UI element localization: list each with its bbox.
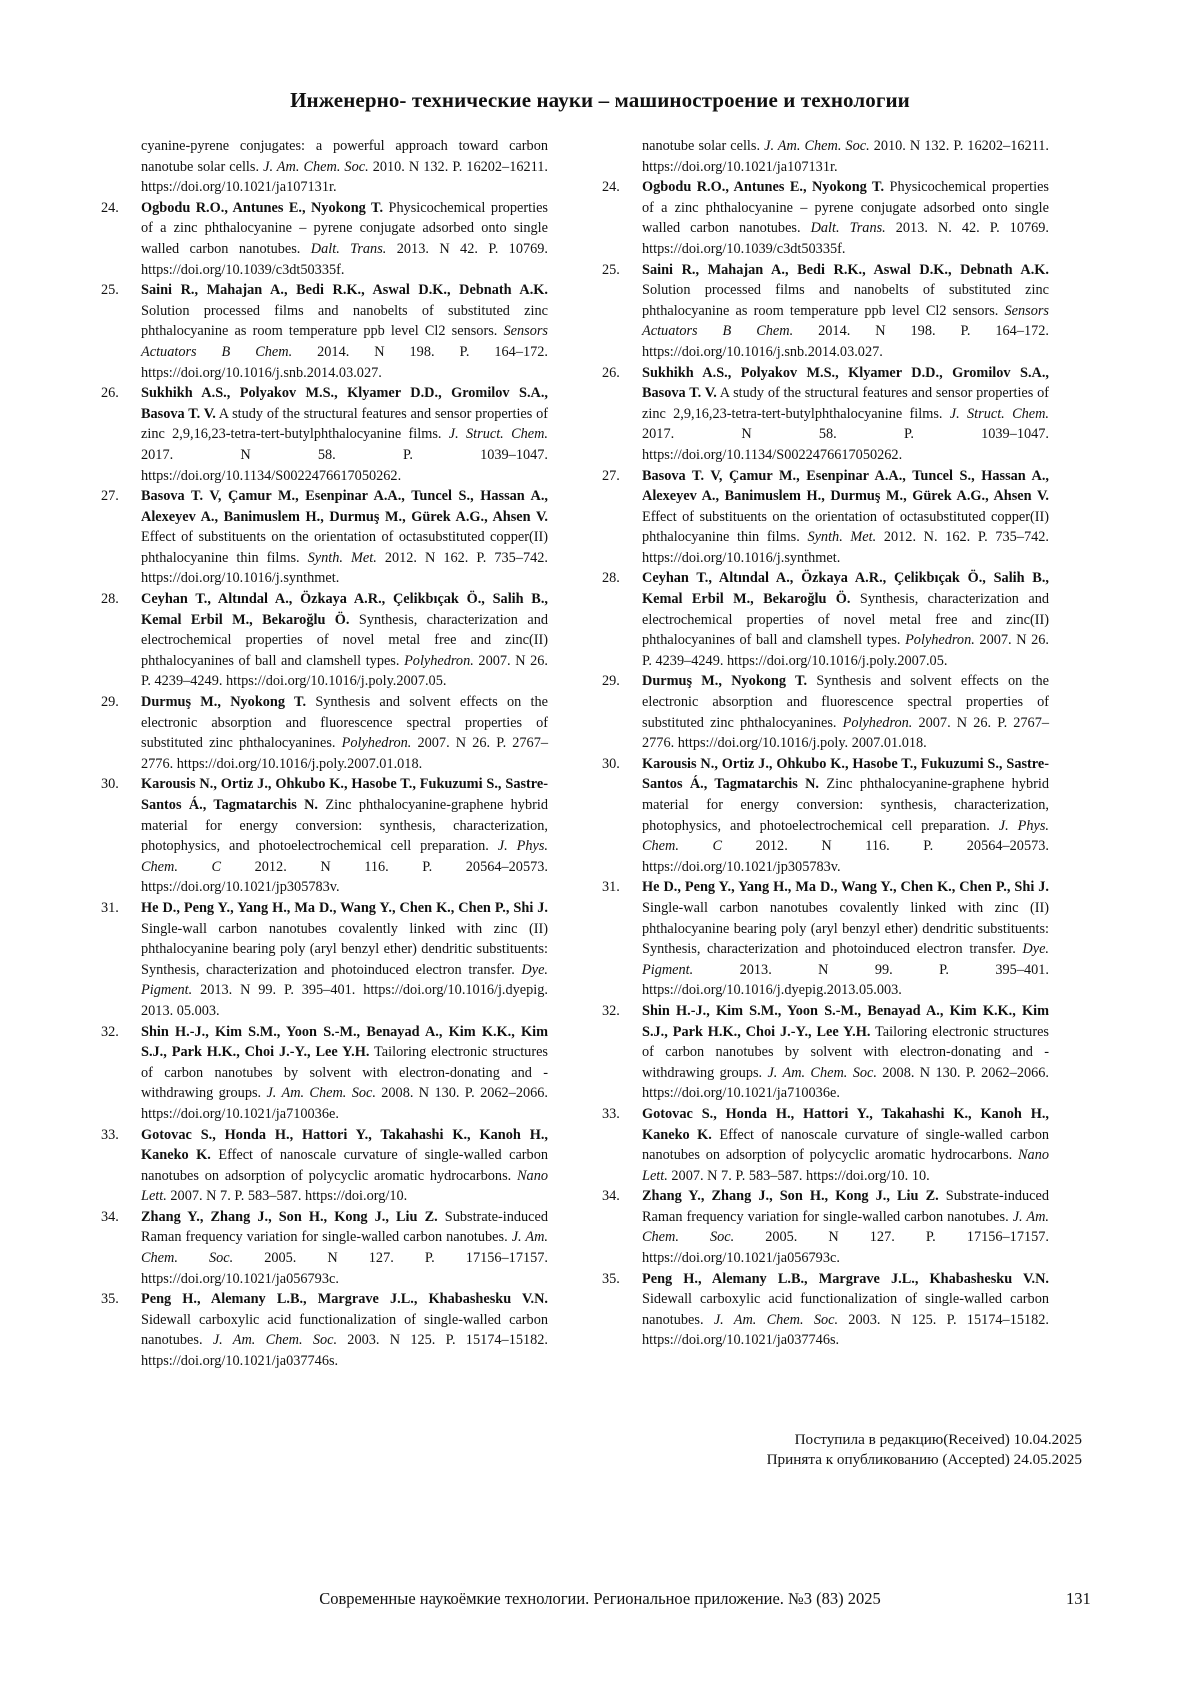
- received-date: Поступила в редакцию(Received) 10.04.2025: [794, 1431, 1082, 1448]
- reference-details: 2008. N 130. P. 2062–2066. https://doi.org/10.1021/ja710036e.: [642, 1064, 1049, 1102]
- reference-journal: Polyhedron.: [404, 652, 474, 669]
- reference-number: 24.: [602, 179, 620, 196]
- reference-journal: Dalt. Trans.: [310, 240, 387, 257]
- reference-number: 31.: [602, 879, 620, 896]
- reference-authors: He D., Peng Y., Yang H., Ma D., Wang Y., Chen K., Chen P., Shi J.: [642, 879, 1049, 896]
- accepted-date: Принята к опубликованию (Accepted) 24.05.2025: [766, 1451, 1082, 1468]
- reference-title: Effect of substituents on the orientation of octasubstituted copper(II) phthalocyanine thin films.: [642, 508, 1049, 546]
- reference-item: [98, 486, 548, 589]
- reference-authors: Saini R., Mahajan A., Bedi R.K., Aswal D.K., Debnath A.K.: [642, 261, 1049, 278]
- reference-number: 26.: [101, 385, 119, 402]
- reference-authors: Saini R., Mahajan A., Bedi R.K., Aswal D.K., Debnath A.K.: [141, 282, 548, 299]
- reference-authors: Karousis N., Ortiz J., Ohkubo K., Hasobe T., Fukuzumi S., Sastre-Santos Á., Tagmatarchis N.: [642, 755, 1049, 793]
- reference-title: Single-wall carbon nanotubes covalently linked with zinc (II) phthalocyanine bearing poly (aryl benzyl ether) dendritic substituents: Synthesis, characterization and photoinduced electron transfer.: [642, 899, 1049, 958]
- reference-number: 33.: [602, 1105, 620, 1122]
- reference-journal: Nano Lett.: [141, 1167, 548, 1205]
- reference-number: 30.: [602, 755, 620, 772]
- reference-details: 2003. N 125. P. 15174–15182. https://doi.org/10.1021/ja037746s.: [141, 1332, 549, 1370]
- reference-item: [599, 754, 1049, 878]
- reference-column-right: [599, 136, 1049, 1351]
- reference-details: 2017. N 58. P. 1039–1047. https://doi.org/10.1134/S0022476617050262.: [141, 446, 548, 484]
- reference-item: [599, 363, 1049, 466]
- reference-title: Substrate-induced Raman frequency variation for single-walled carbon nanotubes.: [642, 1188, 1049, 1225]
- reference-details: 2012. N 162. P. 735–742. https://doi.org/10.1016/j.synthmet.: [141, 549, 548, 587]
- reference-authors: Durmuş M., Nyokong T.: [141, 694, 307, 711]
- reference-journal: Polyhedron.: [905, 632, 975, 649]
- reference-journal: J. Phys. Chem. C: [141, 838, 548, 875]
- reference-authors: Peng H., Alemany L.B., Margrave J.L., Khabashesku V.N.: [141, 1291, 548, 1308]
- reference-journal: J. Am. Chem. Soc.: [141, 1229, 548, 1267]
- reference-item: [98, 1022, 548, 1125]
- reference-number: 26.: [602, 364, 620, 381]
- reference-authors: Basova T. V, Çamur M., Esenpinar A.A., Tuncel S., Hassan A., Alexeyev A., Banimuslem H., Durmuş M., Gürek A.G., Ahsen V.: [141, 488, 548, 525]
- reference-authors: Gotovac S., Honda H., Hattori Y., Takahashi K., Kanoh H., Kaneko K.: [642, 1105, 1049, 1143]
- reference-number: 27.: [602, 467, 620, 484]
- reference-journal: J. Am. Chem. Soc.: [642, 1208, 1049, 1246]
- reference-item: [599, 177, 1049, 259]
- reference-number: 27.: [101, 488, 119, 505]
- reference-details: 2005. N 127. P. 17156–17157. https://doi.org/10.1021/ja056793c.: [642, 1229, 1049, 1267]
- reference-item: [599, 1001, 1049, 1104]
- reference-item: [599, 877, 1049, 1001]
- reference-item: [98, 589, 548, 692]
- reference-details: 2008. N 130. P. 2062–2066. https://doi.org/10.1021/ja710036e.: [141, 1085, 548, 1122]
- reference-authors: Shin H.-J., Kim S.M., Yoon S.-M., Benayad A., Kim K.K., Kim S.J., Park H.K., Choi J.-Y., Lee Y.H.: [141, 1023, 548, 1061]
- reference-details: 2007. N 26. P. 4239–4249. https://doi.org/10.1016/j.poly.2007.05.: [642, 632, 1049, 669]
- reference-journal: Dye. Pigment.: [642, 941, 1049, 978]
- running-header: Инженерно- технические науки – машиностроение и технологии: [290, 88, 910, 112]
- reference-authors: Shin H.-J., Kim S.M., Yoon S.-M., Benayad A., Kim K.K., Kim S.J., Park H.K., Choi J.-Y., Lee Y.H.: [642, 1002, 1049, 1040]
- journal-footer: Современные наукоёмкие технологии. Региональное приложение. №3 (83) 2025: [319, 1589, 881, 1608]
- reference-continuation: cyanine-pyrene conjugates: a powerful approach toward carbon nanotube solar cells. J. Am. Chem. Soc. 2010. N 132. P. 16202–16211. https://doi.org/10.1021/ja107131r.: [141, 138, 548, 196]
- reference-authors: Zhang Y., Zhang J., Son H., Kong J., Liu Z.: [642, 1188, 939, 1205]
- reference-title: Solution processed films and nanobelts of substituted zinc phthalocyanine as room temperature ppb level Cl2 sensors.: [642, 282, 1049, 319]
- reference-details: 2007. N 26. P. 4239–4249. https://doi.org/10.1016/j.poly.2007.05.: [141, 652, 548, 690]
- reference-authors: Peng H., Alemany L.B., Margrave J.L., Khabashesku V.N.: [642, 1270, 1049, 1287]
- reference-details: 2012. N 116. P. 20564–20573. https://doi.org/10.1021/jp305783v.: [642, 838, 1049, 875]
- reference-number: 25.: [101, 282, 119, 299]
- reference-authors: Zhang Y., Zhang J., Son H., Kong J., Liu Z.: [141, 1208, 438, 1225]
- reference-details: 2007. N 7. P. 583–587. https://doi.org/10. 10.: [667, 1167, 930, 1184]
- reference-number: 28.: [602, 570, 620, 587]
- reference-item: [98, 198, 548, 280]
- reference-journal: J. Struct. Chem.: [448, 426, 548, 443]
- reference-authors: He D., Peng Y., Yang H., Ma D., Wang Y., Chen K., Chen P., Shi J.: [141, 899, 548, 916]
- reference-title: Synthesis and solvent effects on the electronic absorption and fluorescence spectral properties of substituted zinc phthalocyanines.: [141, 694, 548, 752]
- reference-item: [599, 1186, 1049, 1268]
- reference-title: Zinc phthalocyanine-graphene hybrid material for energy conversion: synthesis, characterization, photophysics, and photoelectrochemical cell preparation.: [642, 776, 1049, 834]
- reference-number: 24.: [101, 199, 119, 216]
- reference-details: 2013. N 99. P. 395–401. https://doi.org/10.1016/j.dyepig.2013.05.003.: [642, 961, 1049, 999]
- reference-number: 31.: [101, 899, 119, 916]
- reference-title: Solution processed films and nanobelts of substituted zinc phthalocyanine as room temperature ppb level Cl2 sensors.: [141, 302, 548, 340]
- reference-number: 30.: [101, 776, 119, 793]
- reference-journal: Polyhedron.: [842, 714, 913, 731]
- reference-details: 2007. N 7. P. 583–587. https://doi.org/10.: [166, 1188, 408, 1205]
- reference-details: 2007. N 26. P. 2767–2776. https://doi.org/10.1016/j.poly.2007.01.018.: [141, 735, 549, 772]
- reference-item: [98, 774, 548, 898]
- reference-title: Single-wall carbon nanotubes covalently linked with zinc (II) phthalocyanine bearing poly (aryl benzyl ether) dendritic substituents: Synthesis, characterization and photoinduced electron transfer.: [141, 920, 548, 978]
- reference-title: Synthesis, characterization and electrochemical properties of novel metal free and zinc(II) phthalocyanines of ball and clamshell types.: [642, 591, 1049, 649]
- reference-item: [98, 898, 548, 1022]
- reference-authors: Ogbodu R.O., Antunes E., Nyokong T.: [141, 199, 384, 216]
- reference-authors: Gotovac S., Honda H., Hattori Y., Takahashi K., Kanoh H., Kaneko K.: [141, 1126, 548, 1164]
- reference-item: [98, 1125, 548, 1207]
- reference-authors: Sukhikh A.S., Polyakov M.S., Klyamer D.D., Gromilov S.A., Basova T. V.: [141, 385, 548, 422]
- reference-details: 2005. N 127. P. 17156–17157. https://doi.org/10.1021/ja056793c.: [141, 1250, 548, 1287]
- reference-journal: J. Am. Chem. Soc.: [266, 1085, 376, 1102]
- reference-item: [98, 1289, 548, 1371]
- reference-details: 2014. N 198. P. 164–172. https://doi.org/10.1016/j.snb.2014.03.027.: [642, 323, 1049, 360]
- reference-title: Physicochemical properties of a zinc phthalocyanine – pyrene conjugate adsorbed onto single walled carbon nanotubes.: [642, 179, 1049, 237]
- reference-authors: Ogbodu R.O., Antunes E., Nyokong T.: [642, 179, 885, 196]
- reference-journal: Sensors Actuators B Chem.: [642, 302, 1049, 340]
- reference-details: 2012. N. 162. P. 735–742. https://doi.org/10.1016/j.synthmet.: [642, 529, 1049, 566]
- reference-authors: Basova T. V, Çamur M., Esenpinar A.A., Tuncel S., Hassan A., Alexeyev A., Banimuslem H., Durmuş M., Gürek A.G., Ahsen V.: [642, 467, 1049, 505]
- reference-number: 33.: [101, 1126, 119, 1143]
- reference-item: [98, 1207, 548, 1289]
- reference-journal: J. Struct. Chem.: [949, 405, 1049, 422]
- reference-title: Substrate-induced Raman frequency variation for single-walled carbon nanotubes.: [141, 1208, 548, 1246]
- reference-number: 34.: [101, 1208, 119, 1225]
- reference-details: 2007. N 26. P. 2767–2776. https://doi.org/10.1016/j.poly. 2007.01.018.: [642, 714, 1050, 752]
- reference-title: Sidewall carboxylic acid functionalization of single-walled carbon nanotubes.: [642, 1291, 1049, 1328]
- reference-journal: Nano Lett.: [642, 1147, 1049, 1184]
- reference-journal: J. Am. Chem. Soc.: [767, 1064, 877, 1081]
- reference-details: 2014. N 198. P. 164–172. https://doi.org/10.1016/j.snb.2014.03.027.: [141, 343, 548, 381]
- reference-details: 2013. N 42. P. 10769. https://doi.org/10.1039/c3dt50335f.: [141, 240, 548, 278]
- reference-title: A study of the structural features and sensor properties of zinc 2,9,16,23-tetra-tert-butylphthalocyanine films.: [642, 385, 1049, 422]
- reference-number: 32.: [602, 1002, 620, 1019]
- reference-number: 35.: [602, 1270, 620, 1287]
- reference-item: [599, 1269, 1049, 1351]
- reference-item: [599, 671, 1049, 753]
- reference-number: 28.: [101, 591, 119, 608]
- reference-title: Effect of substituents on the orientation of octasubstituted copper(II) phthalocyanine thin films.: [141, 529, 548, 566]
- reference-authors: Durmuş M., Nyokong T.: [642, 673, 808, 690]
- reference-title: Tailoring electronic structures of carbon nanotubes by solvent with electron-donating and -withdrawing groups.: [141, 1044, 548, 1102]
- reference-number: 35.: [101, 1291, 119, 1308]
- reference-title: Tailoring electronic structures of carbon nanotubes by solvent with electron-donating and -withdrawing groups.: [642, 1023, 1049, 1081]
- reference-title: Effect of nanoscale curvature of single-walled carbon nanotubes on adsorption of polycyclic aromatic hydrocarbons.: [642, 1126, 1050, 1164]
- reference-details: 2012. N 116. P. 20564–20573. https://doi.org/10.1021/jp305783v.: [141, 858, 548, 896]
- reference-item: [98, 692, 548, 774]
- reference-details: 2017. N 58. P. 1039–1047. https://doi.org/10.1134/S0022476617050262.: [642, 426, 1049, 463]
- reference-number: 29.: [101, 694, 119, 711]
- reference-number: 34.: [602, 1188, 620, 1205]
- reference-item: [599, 260, 1049, 363]
- reference-details: 2013. N 99. P. 395–401. https://doi.org/10.1016/j.dyepig. 2013. 05.003.: [141, 982, 548, 1019]
- reference-title: A study of the structural features and sensor properties of zinc 2,9,16,23-tetra-tert-butylphthalocyanine films.: [141, 405, 548, 443]
- reference-authors: Sukhikh A.S., Polyakov M.S., Klyamer D.D., Gromilov S.A., Basova T. V.: [642, 364, 1049, 402]
- reference-journal: J. Am. Chem. Soc.: [212, 1332, 338, 1349]
- reference-title: Zinc phthalocyanine-graphene hybrid material for energy conversion: synthesis, characterization, photophysics, and photoelectrochemical cell preparation.: [141, 797, 548, 855]
- reference-journal: Dalt. Trans.: [810, 220, 886, 237]
- reference-column-left: [98, 136, 548, 1372]
- reference-details: 2013. N. 42. P. 10769. https://doi.org/10.1039/c3dt50335f.: [642, 220, 1049, 257]
- reference-journal: Polyhedron.: [341, 735, 412, 752]
- reference-item: [98, 383, 548, 486]
- reference-authors: Ceyhan T., Altındal A., Özkaya A.R., Çelikbıçak Ö., Salih B., Kemal Erbil M., Bekaroğlu Ö.: [642, 570, 1049, 608]
- submission-dates: [767, 1430, 1082, 1470]
- reference-journal: J. Am. Chem. Soc.: [713, 1311, 839, 1328]
- reference-item: [599, 568, 1049, 671]
- reference-journal: Synth. Met.: [807, 529, 877, 546]
- reference-number: 32.: [101, 1023, 119, 1040]
- reference-number: 29.: [602, 673, 620, 690]
- reference-authors: Ceyhan T., Altındal A., Özkaya A.R., Çelikbıçak Ö., Salih B., Kemal Erbil M., Bekaroğlu Ö.: [141, 591, 548, 628]
- page-number: 131: [1066, 1589, 1091, 1608]
- reference-continuation: nanotube solar cells. J. Am. Chem. Soc. 2010. N 132. P. 16202–16211. https://doi.org/10.1021/ja107131r.: [642, 138, 1049, 175]
- reference-item: [599, 1104, 1049, 1186]
- reference-number: 25.: [602, 261, 620, 278]
- reference-journal: Sensors Actuators B Chem.: [141, 323, 548, 360]
- reference-journal: J. Phys. Chem. C: [642, 817, 1049, 855]
- reference-title: Sidewall carboxylic acid functionalization of single-walled carbon nanotubes.: [141, 1311, 548, 1349]
- reference-journal: Dye. Pigment.: [141, 961, 548, 999]
- reference-journal: Synth. Met.: [307, 549, 377, 566]
- reference-title: Effect of nanoscale curvature of single-walled carbon nanotubes on adsorption of polycyclic aromatic hydrocarbons.: [141, 1147, 549, 1184]
- reference-title: Synthesis and solvent effects on the electronic absorption and fluorescence spectral properties of substituted zinc phthalocyanines.: [642, 673, 1049, 731]
- reference-title: Synthesis, characterization and electrochemical properties of novel metal free and zinc(II) phthalocyanines of ball and clamshell types.: [141, 611, 548, 669]
- reference-title: Physicochemical properties of a zinc phthalocyanine – pyrene conjugate adsorbed onto single walled carbon nanotubes.: [141, 199, 548, 257]
- reference-item: [599, 466, 1049, 569]
- reference-item: [98, 280, 548, 383]
- reference-authors: Karousis N., Ortiz J., Ohkubo K., Hasobe T., Fukuzumi S., Sastre-Santos Á., Tagmatarchis N.: [141, 776, 548, 813]
- reference-details: 2003. N 125. P. 15174–15182. https://doi.org/10.1021/ja037746s.: [642, 1311, 1050, 1349]
